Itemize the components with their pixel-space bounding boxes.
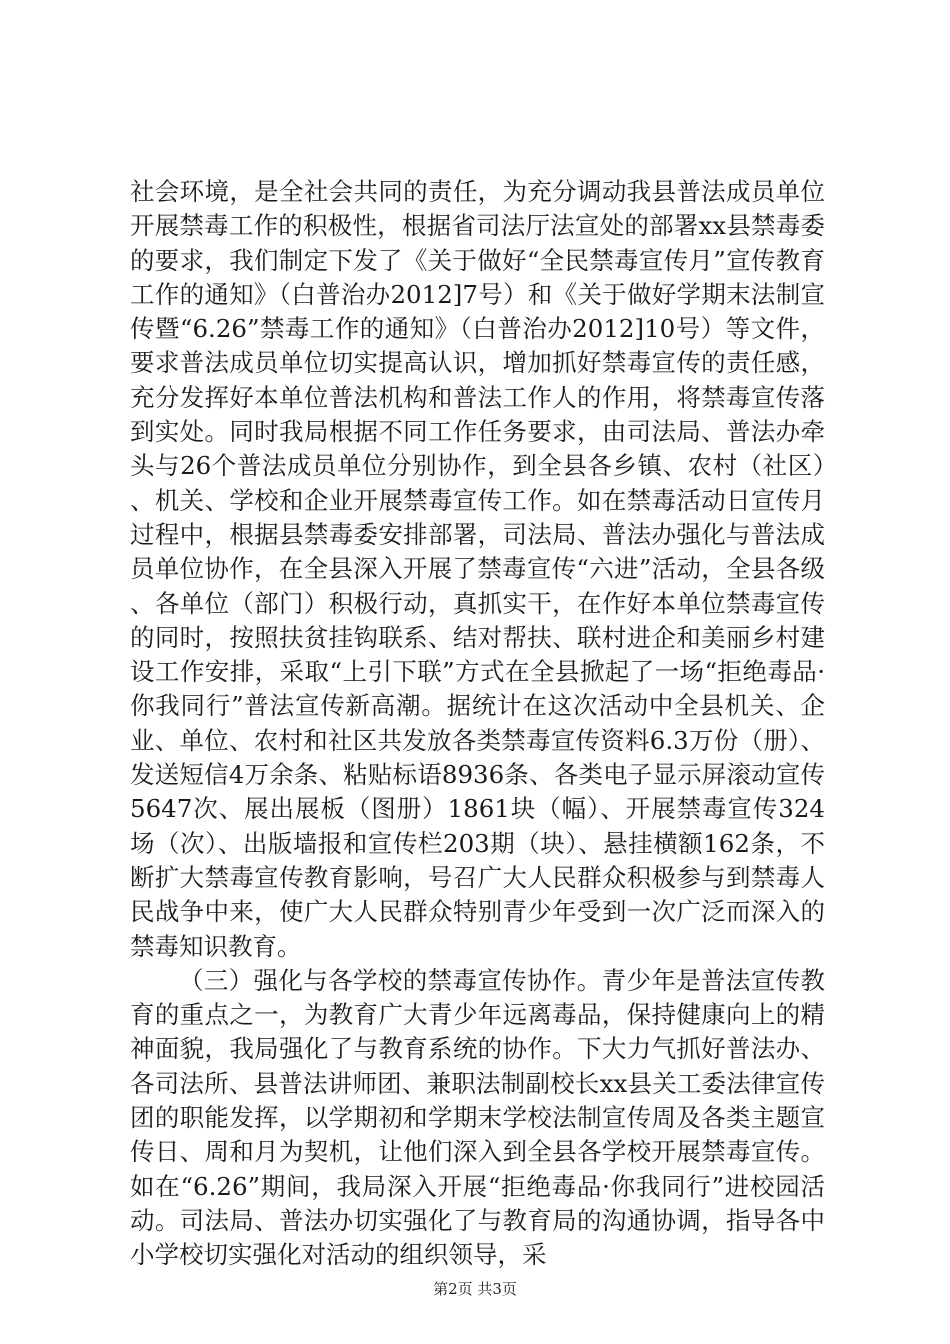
paragraph-2: （三）强化与各学校的禁毒宣传协作。青少年是普法宣传教育的重点之一，为教育广大青少年远离毒品，保持健康向上的精神面貌，我局强化了与教育系统的协作。下大力气抓好普法办、各司法所、县普法讲师团、兼职法制副校长xx县关工委法律宣传团的职能发挥，以学期初和学期末学校法制宣传周及各类主题宣传日、周和月为契机，让他们深入到全县各学校开展禁毒宣传。如在“6.26”期间，我局深入开展“拒绝毒品·你我同行”进校园活动。司法局、普法办切实强化了与教育局的沟通协调，指导各中小学校切实强化对活动的组织领导，采 xyxy=(130,965,825,1270)
page-number-footer: 第2页 共3页 xyxy=(433,1280,517,1298)
paragraph-1: 社会环境，是全社会共同的责任，为充分调动我县普法成员单位开展禁毒工作的积极性，根据省司法厅法宣处的部署xx县禁毒委的要求，我们制定下发了《关于做好“全民禁毒宣传月”宣传教育工作的通知》（白普治办2012]7号）和《关于做好学期末法制宣传暨“6.26”禁毒工作的通知》（白普治办2012]10号）等文件，要求普法成员单位切实提高认识，增加抓好禁毒宣传的责任感，充分发挥好本单位普法机构和普法工作人的作用，将禁毒宣传落到实处。同时我局根据不同工作任务要求，由司法局、普法办牵头与26个普法成员单位分别协作，到全县各乡镇、农村（社区）、机关、学校和企业开展禁毒宣传工作。如在禁毒活动日宣传月过程中，根据县禁毒委安排部署，司法局、普法办强化与普法成员单位协作，在全县深入开展了禁毒宣传“六进”活动，全县各级、各单位（部门）积极行动，真抓实干，在作好本单位禁毒宣传的同时，按照扶贫挂钩联系、结对帮扶、联村进企和美丽乡村建设工作安排，采取“上引下联”方式在全县掀起了一场“拒绝毒品·你我同行”普法宣传新高潮。据统计在这次活动中全县机关、企业、单位、农村和社区共发放各类禁毒宣传资料6.3万份（册）、发送短信4万余条、粘贴标语8936条、各类电子显示屏滚动宣传5647次、展出展板（图册）1861块（幅）、开展禁毒宣传324场（次）、出版墙报和宣传栏203期（块）、悬挂横额162条，不断扩大禁毒宣传教育影响，号召广大人民群众积极参与到禁毒人民战争中来，使广大人民群众特别青少年受到一次广泛而深入的禁毒知识教育。 xyxy=(130,177,825,961)
document-body xyxy=(130,175,825,1273)
